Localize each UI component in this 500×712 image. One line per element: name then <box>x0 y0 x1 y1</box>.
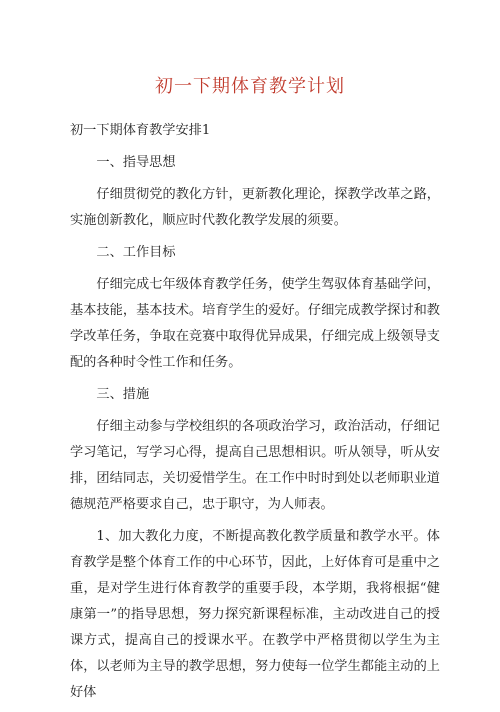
heading-guiding-ideology: 一、指导思想 <box>96 155 176 170</box>
paragraph: 仔细主动参与学校组织的各项政治学习，政治活动，仔细记学习笔记，写学习心得，提高自己思想相识。听从领导，听从安排，团结同志，关切爱惜学生。在工作中时时到处以老师职业道德规范严格要求自己，忠于职守，为人师表。 <box>70 419 440 512</box>
page-title: 初一下期体育教学计划 <box>155 76 345 97</box>
paragraph: 仔细完成七年级体育教学任务，使学生驾驭体育基础学问，基本技能，基本技术。培育学生的爱好。仔细完成教学探讨和教学改革任务，争取在竞赛中取得优异成果，仔细完成上级领导支配的各种时令性工作和任务。 <box>70 277 440 370</box>
paragraph: 1、加大教化力度，不断提高教化教学质量和教学水平。体育教学是整个体育工作的中心环节，因此，上好体育可是重中之重，是对学生进行体育教学的重要手段，本学期，我将根据“健康第一”的指导思想，努力探究新课程标准，主动改进自己的授课方式，提高自己的授课水平。在教学中严格贯彻以学生为主体，以老师为主导的教学思想，努力使每一位学生都能主动的上好体 <box>70 529 440 700</box>
document-body <box>70 118 440 712</box>
paragraph: 仔细贯彻党的教化方针，更新教化理论，探教学改革之路，实施创新教化，顺应时代教化教学发展的须要。 <box>70 187 440 228</box>
section-heading: 初一下期体育教学安排1 <box>70 123 211 138</box>
heading-work-goals: 二、工作目标 <box>96 245 176 260</box>
heading-measures: 三、措施 <box>96 387 150 402</box>
